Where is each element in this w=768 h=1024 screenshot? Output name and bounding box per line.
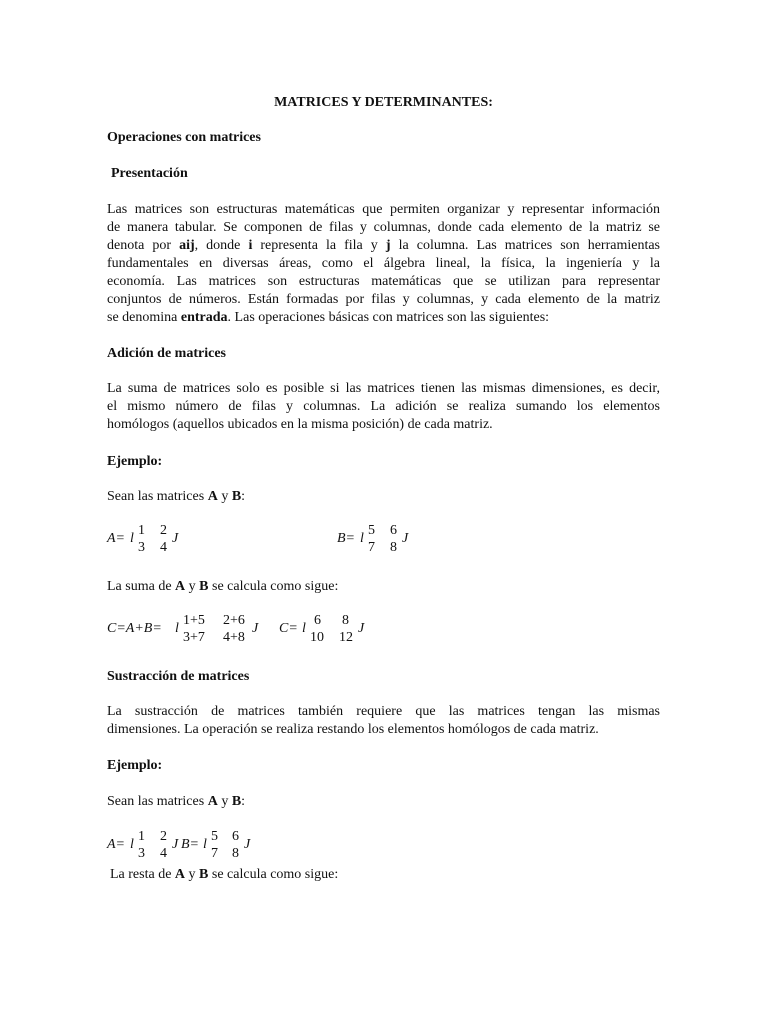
sean-matrices-line: Sean las matrices A y B: [107, 489, 246, 504]
addition-line: el mismo número de filas y columnas. La adición se realiza sumando los elementos [107, 399, 660, 414]
addition-paragraph [107, 380, 660, 434]
addition-line: homólogos (aquellos ubicados en la misma posición) de cada matriz. [107, 417, 493, 432]
subtraction-line: La sustracción de matrices también requiere que las matrices tengan las mismas [107, 704, 660, 719]
matrix-cell: 4 [160, 846, 167, 861]
bracket-close: J [172, 837, 179, 852]
intro-line: Las matrices son estructuras matemáticas que permiten organizar y representar información [107, 202, 660, 217]
matrix-cell: 1 [138, 829, 145, 844]
resta-explanation-line: La resta de A y B se calcula como sigue: [110, 867, 339, 882]
matrix-cell: 3 [138, 846, 145, 861]
matrix-label: B= [181, 837, 199, 852]
section-heading-adicion: Adición de matrices [107, 346, 226, 361]
matrix-cell: 8 [342, 613, 349, 628]
addition-line: La suma de matrices solo es posible si las matrices tienen las mismas dimensiones, es decir, [107, 381, 660, 396]
subtraction-line: dimensiones. La operación se realiza restando los elementos homólogos de cada matriz. [107, 722, 599, 737]
intro-line: denota por aij, donde i representa la fila y j la columna. Las matrices son herramientas [107, 238, 660, 253]
matrix-cell: 1+5 [183, 613, 205, 628]
document-title: MATRICES Y DETERMINANTES: [274, 95, 493, 110]
sum-explanation-line: La suma de A y B se calcula como sigue: [107, 579, 339, 594]
example-label: Ejemplo: [107, 454, 163, 469]
intro-line: de manera tabular. Se componen de filas y columnas, donde cada elemento de la matriz se [107, 220, 660, 235]
matrix-label: B= [337, 531, 355, 546]
matrix-cell: 7 [211, 846, 218, 861]
intro-line: conjuntos de números. Están formadas por filas y columnas, y cada elemento de la matriz [107, 292, 660, 307]
matrix-b-addition [337, 523, 417, 560]
section-heading-sustraccion: Sustracción de matrices [107, 669, 250, 684]
matrix-cell: 4+8 [223, 630, 245, 645]
matrix-c-result [279, 613, 374, 650]
bracket-open: l [175, 621, 179, 636]
matrix-cell: 12 [339, 630, 353, 645]
matrix-label: C= [279, 621, 298, 636]
example-label-2: Ejemplo: [107, 758, 163, 773]
matrix-cell: 7 [368, 540, 375, 555]
subtraction-paragraph [107, 703, 660, 739]
matrix-cell: 6 [390, 523, 397, 538]
sean-matrices-line-2: Sean las matrices A y B: [107, 794, 246, 809]
matrix-cell: 8 [390, 540, 397, 555]
matrix-cell: 2+6 [223, 613, 245, 628]
bracket-open: l [130, 531, 134, 546]
bracket-open: l [360, 531, 364, 546]
matrix-b-subtraction [181, 829, 261, 866]
bracket-close: J [252, 621, 259, 636]
bracket-close: J [172, 531, 179, 546]
bracket-close: J [402, 531, 409, 546]
bracket-close: J [244, 837, 251, 852]
bracket-open: l [302, 621, 306, 636]
matrix-a-addition [107, 523, 187, 560]
matrix-cell: 10 [310, 630, 324, 645]
matrix-cell: 1 [138, 523, 145, 538]
matrix-cell: 2 [160, 829, 167, 844]
matrix-cell: 6 [232, 829, 239, 844]
subsection-heading-presentacion: Presentación [111, 166, 188, 181]
intro-line: se denomina entrada. Las operaciones básicas con matrices son las siguientes: [107, 310, 550, 325]
matrix-label: C=A+B= [107, 621, 162, 636]
bracket-open: l [130, 837, 134, 852]
bracket-open: l [203, 837, 207, 852]
bracket-close: J [358, 621, 365, 636]
matrix-cell: 3 [138, 540, 145, 555]
intro-line: economía. Las matrices son estructuras matemáticas que se utilizan para representar [107, 274, 660, 289]
matrix-label: A= [107, 531, 125, 546]
matrix-cell: 8 [232, 846, 239, 861]
matrix-a-subtraction [107, 829, 179, 866]
matrix-c-expression [107, 613, 267, 650]
matrix-cell: 3+7 [183, 630, 205, 645]
matrix-cell: 2 [160, 523, 167, 538]
matrix-cell: 5 [211, 829, 218, 844]
matrix-cell: 4 [160, 540, 167, 555]
matrix-cell: 6 [314, 613, 321, 628]
document-page [107, 0, 660, 1024]
matrix-label: A= [107, 837, 125, 852]
intro-paragraph [107, 201, 660, 327]
section-heading-operaciones: Operaciones con matrices [107, 130, 261, 145]
matrix-cell: 5 [368, 523, 375, 538]
intro-line: fundamentales en diversas áreas, como el álgebra lineal, la física, la ingeniería y la [107, 256, 660, 271]
